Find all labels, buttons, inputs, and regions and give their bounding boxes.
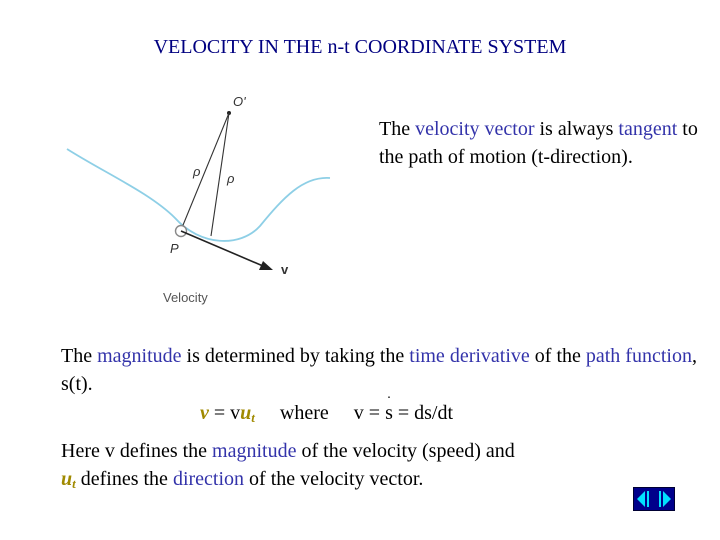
- unit-vector-subscript: t: [251, 410, 255, 425]
- velocity-vector-arrowhead: [259, 261, 273, 270]
- s-dot-marks: .: [387, 387, 391, 402]
- text-segment: of the velocity (speed) and: [296, 440, 515, 462]
- velocity-vector-line: [181, 231, 263, 266]
- vector-v-symbol: v: [200, 402, 209, 424]
- text-segment: , s(t).: [61, 345, 697, 395]
- slide-title: VELOCITY IN THE n-t COORDINATE SYSTEM: [153, 36, 567, 58]
- text-segment: of the velocity vector.: [244, 468, 424, 490]
- radius-line-left: [181, 113, 229, 230]
- text-segment: to the path of motion (t-direction).: [379, 118, 698, 168]
- highlight-tangent: tangent: [618, 118, 678, 140]
- text-segment: defines the: [75, 468, 173, 490]
- text-segment: The: [61, 345, 98, 367]
- direction-paragraph: [61, 437, 701, 498]
- formula-rest: = ds/dt: [392, 402, 454, 424]
- path-curve: [67, 149, 330, 241]
- formula-where: where v =: [254, 402, 386, 424]
- unit-vector-u: u: [240, 402, 252, 424]
- highlight-magnitude: magnitude: [97, 345, 182, 367]
- magnitude-paragraph: [61, 342, 701, 402]
- label-v: v: [281, 262, 289, 277]
- slide-nav-button[interactable]: [633, 487, 675, 511]
- text-segment: is always: [534, 118, 619, 140]
- velocity-diagram: [55, 88, 355, 313]
- unit-vector-u-2: u: [61, 468, 73, 490]
- label-rho-left: ρ: [193, 164, 201, 179]
- s-dot-symbol: [385, 387, 393, 427]
- label-p: P: [170, 241, 179, 256]
- text-segment: of the: [529, 345, 586, 367]
- back-forward-nav-icon: [634, 488, 674, 510]
- s-dot-letter: s: [385, 402, 393, 424]
- highlight-velocity-vector: velocity vector: [415, 118, 535, 140]
- velocity-figure: [55, 88, 355, 313]
- formula-equals-v: = v: [208, 402, 241, 424]
- velocity-formula: [200, 387, 454, 432]
- text-segment: Here v defines the: [61, 440, 213, 462]
- label-o-prime: O': [233, 94, 246, 109]
- unit-vector-subscript-2: t: [72, 476, 76, 491]
- text-segment: is determined by taking the: [181, 345, 410, 367]
- highlight-magnitude-2: magnitude: [212, 440, 297, 462]
- text-segment: The: [379, 118, 416, 140]
- highlight-time-derivative: time derivative: [409, 345, 530, 367]
- figure-caption: Velocity: [163, 290, 208, 305]
- highlight-path-function: path function: [585, 345, 692, 367]
- highlight-direction: direction: [172, 468, 245, 490]
- tangent-description: [379, 115, 699, 171]
- label-rho-right: ρ: [227, 171, 235, 186]
